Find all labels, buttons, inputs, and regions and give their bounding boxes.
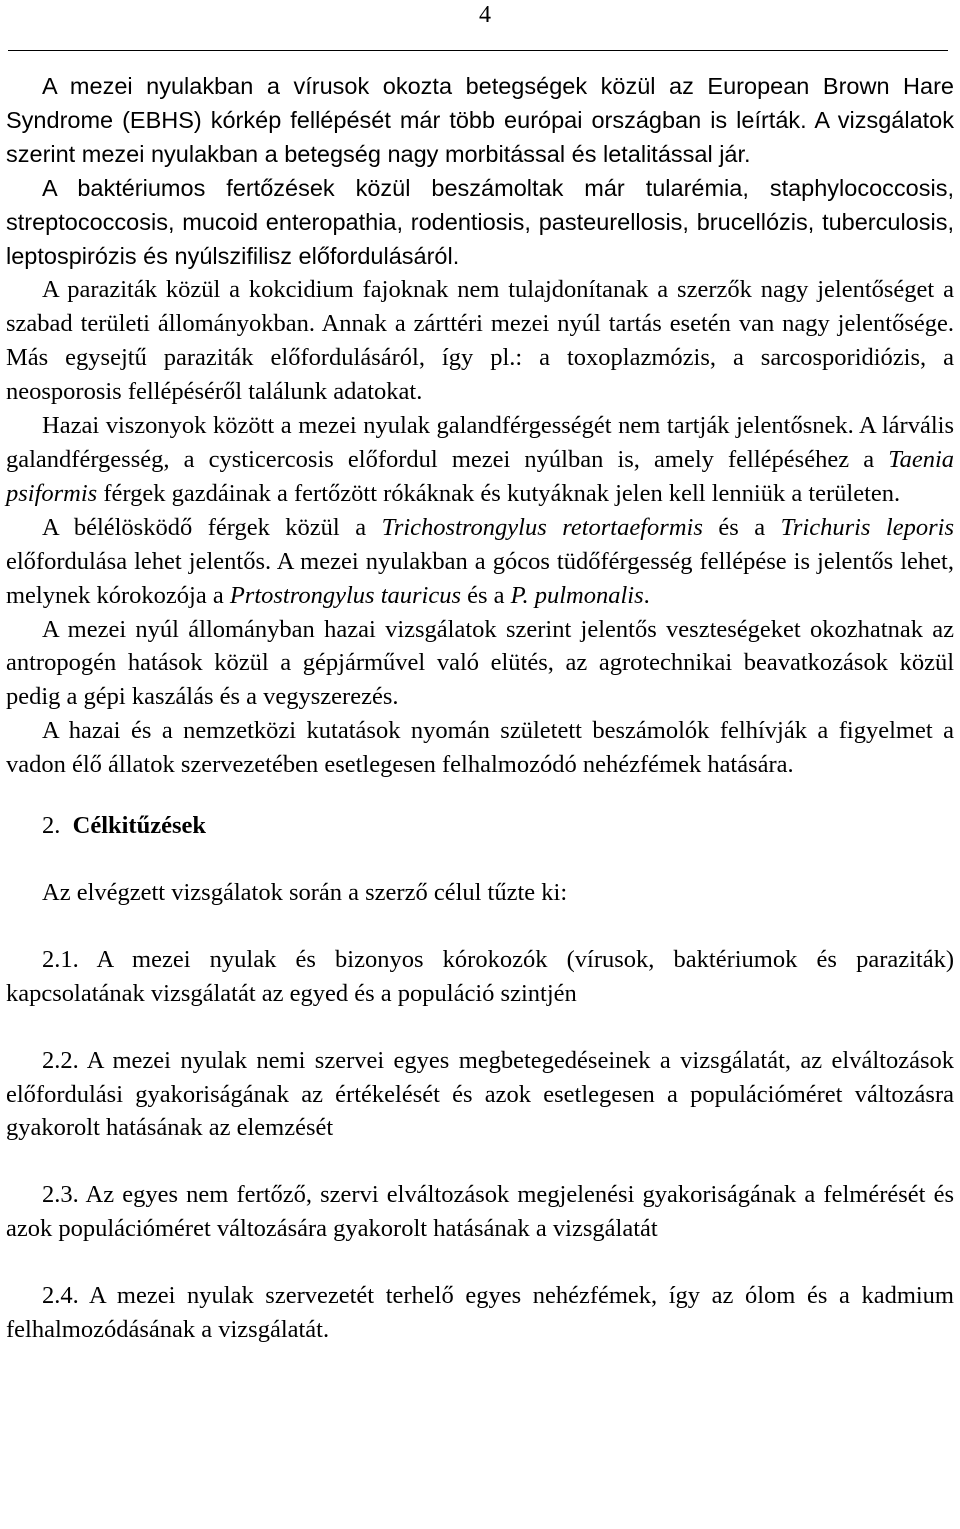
aim-item: 2.2. A mezei nyulak nemi szervei egyes megbetegedéseinek a vizsgálatát, az elváltozások előfordulási gyakoriságának az értékelését és azok esetlegesen a populációméret változásra gyakorolt hatásának az elemzését [6,1046,954,1142]
paragraph-tapeworms-text-c: férgek gazdáinak a fertőzött rókáknak és kutyáknak jelen kell lenniük a területen. [97,479,901,507]
prtostrongylus-species-name: Prtostrongylus tauricus [229,581,461,609]
paragraph-worms-text-a: A bélélösködő férgek közül a [42,513,382,541]
paragraph-ebhs: A mezei nyulakban a vírusok okozta betegségek közül az European Brown Hare Syndrome (EBHS) kórkép fellépését már több európai országban is leírták. A vizsgálatok szerint mezei nyulakban a betegség nagy morbitással és letalitással jár. [6,73,954,167]
p-pulmonalis-species-name: P. pulmonalis [510,581,644,609]
aim-item: 2.4. A mezei nyulak szervezetét terhelő egyes nehézfémek, így az ólom és a kadmium felhalmozódásának a vizsgálatát. [6,1282,954,1344]
trichostrongylus-species-name: Trichostrongylus retortaeformis [381,513,703,541]
section-heading [6,809,954,843]
page-number: 4 [479,2,491,28]
paragraph-worms-text-g: és a [461,581,511,609]
trichuris-species-name: Trichuris leporis [780,513,954,541]
section-title: Célkitűzések [72,812,206,840]
paragraph-worms-text-e: előfordulása lehet jelentős. A mezei nyulakban a gócos tüdőférgesség fellépése is jelentős lehet, melynek kórokozója a [6,547,954,609]
section-number: 2. [42,812,61,840]
paragraph-parasites: A paraziták közül a kokcidium fajoknak nem tulajdonítanak a szerzők nagy jelentőséget a szabad területi állományokban. Annak a zárttéri mezei nyúl tartás esetén van nagy jelentősége. Más egysejtű paraziták előfordulásáról, így pl.: a toxoplazmózis, a sarcosporidiózis, a neosporosis fellépéséről találunk adatokat. [6,276,954,406]
paragraph-worms-text-i: . [643,581,650,609]
header-rule [8,50,948,51]
document-body [6,70,954,1347]
taenia-species-name: Taenia psiformis [6,445,954,507]
paragraph-bacterial-infections: A baktériumos fertőzések közül beszámoltak már tularémia, staphylococcosis, streptococcosis, mucoid enteropathia, rodentiosis, pasteurellosis, brucellózis, tuberculosis, leptospirózis és nyúlszifilisz előfordulásáról. [6,174,954,269]
paragraph-tapeworms-text-a: Hazai viszonyok között a mezei nyulak galandférgességét nem tartják jelentősnek. A lárvális galandférgesség, a cysticercosis előfordul mezei nyúlban is, amely fellépéséhez a [6,412,954,473]
aim-item: 2.3. Az egyes nem fertőző, szervi elváltozások megjelenési gyakoriságának a felmérését és azok populációméret változására gyakorolt hatásának a vizsgálatát [6,1181,954,1243]
paragraph-tapeworms [6,409,954,511]
section-intro: Az elvégzett vizsgálatok során a szerző célul tűzte ki: [42,878,568,906]
paragraph-anthropogenic-losses: A mezei nyúl állományban hazai vizsgálatok szerint jelentős veszteségeket okozhatnak az antropogén hatások közül a gépjárművel való elütés, az agrotechnikai beavatkozások közül pedig a gépi kaszálás és a vegyszerezés. [6,615,954,711]
paragraph-intestinal-worms [6,511,954,613]
paragraph-worms-text-c: és a [702,513,781,541]
aim-item: 2.1. A mezei nyulak és bizonyos kórokozók (vírusok, baktériumok és paraziták) kapcsolatának vizsgálatát az egyed és a populáció szintjén [6,945,954,1007]
paragraph-heavy-metals: A hazai és a nemzetközi kutatások nyomán született beszámolók felhívják a figyelmet a vadon élő állatok szervezetében esetlegesen felhalmozódó nehézfémek hatására. [6,717,954,779]
